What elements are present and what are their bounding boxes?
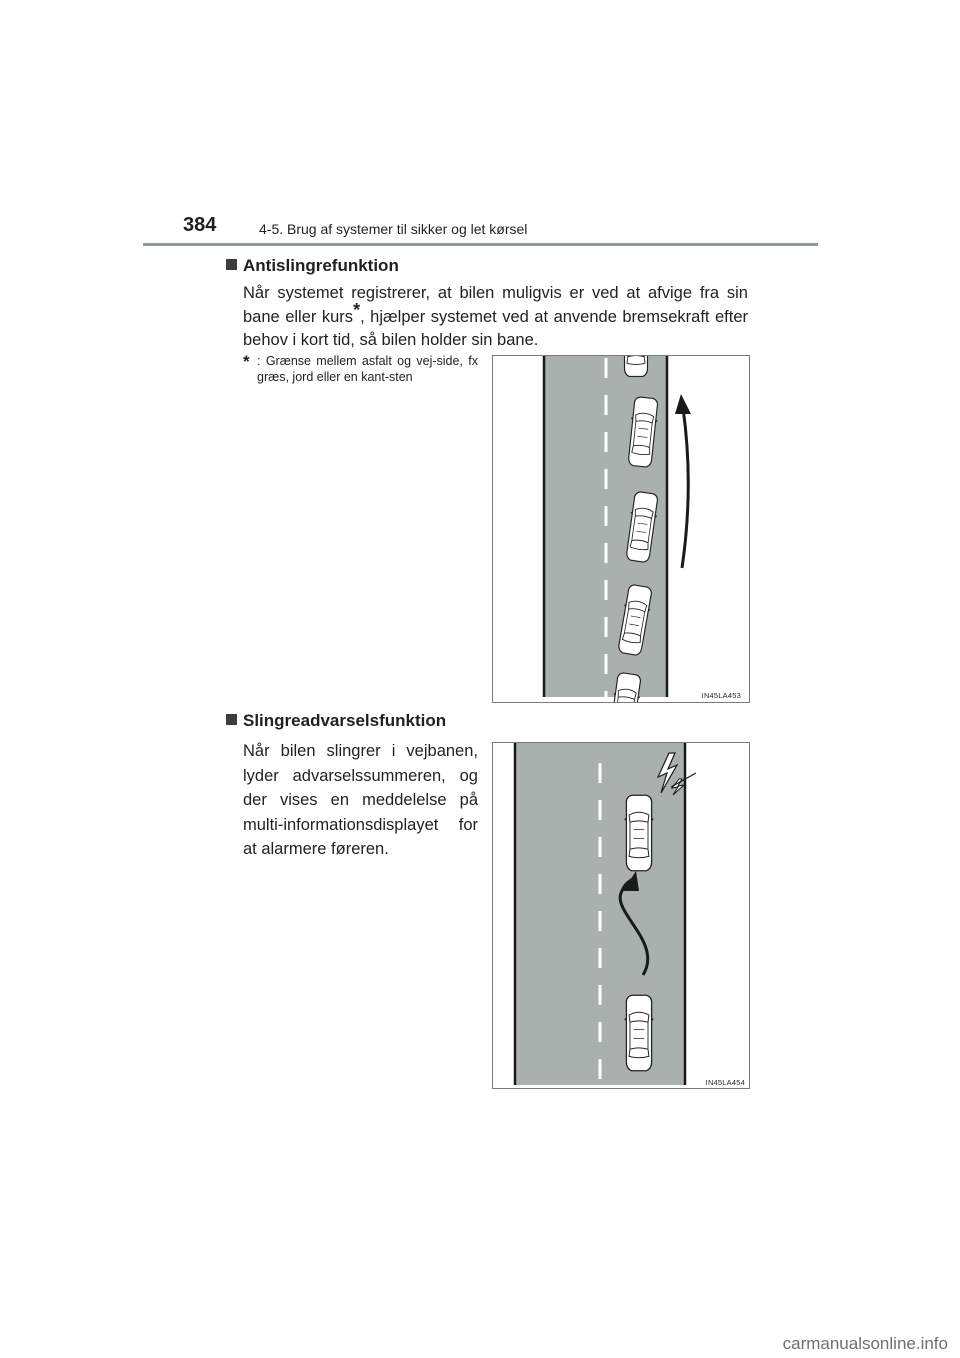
footnote-star: * [243, 352, 250, 371]
header-divider [143, 243, 818, 246]
footnote [243, 354, 478, 386]
figure-code: IN45LA453 [701, 691, 741, 700]
correction-arrow-line [682, 408, 688, 568]
square-bullet-icon [226, 714, 237, 725]
footnote-marker: * [353, 299, 361, 320]
figure-code: IN45LA454 [705, 1078, 745, 1087]
car-icon [625, 995, 654, 1071]
car-icon [623, 356, 649, 376]
section-heading-antislingre [226, 256, 399, 276]
section-title: 4-5. Brug af systemer til sikker og let kørsel [259, 221, 528, 237]
square-bullet-icon [226, 259, 237, 270]
heading-text: Slingreadvarselsfunktion [243, 711, 447, 730]
section-body-antislingre [243, 282, 748, 353]
correction-arrow-head-icon [675, 394, 691, 414]
body-text: Når systemet registrerer, at bilen muligvis er ved at afvige fra sin bane eller kurs [243, 284, 748, 326]
page-number: 384 [183, 214, 217, 236]
figure-lane-departure-prevention [492, 355, 750, 703]
car-icon [625, 795, 654, 871]
heading-text: Antislingrefunktion [243, 256, 399, 275]
figure-sway-warning [492, 742, 750, 1089]
body-text-continued: , hjælper systemet ved at anvende bremsekraft efter behov i kort tid, så bilen holder sin bane. [243, 307, 748, 349]
section-body-slingre: Når bilen slingrer i vejbanen, lyder advarselssummeren, og der vises en meddelelse på multi-informationsdisplayet for at alarmere føreren. [243, 742, 478, 858]
watermark: carmanualsonline.info [782, 1334, 948, 1353]
section-heading-slingre [226, 711, 446, 731]
footnote-text: : Grænse mellem asfalt og vej-side, fx græs, jord eller en kant-sten [257, 353, 478, 384]
